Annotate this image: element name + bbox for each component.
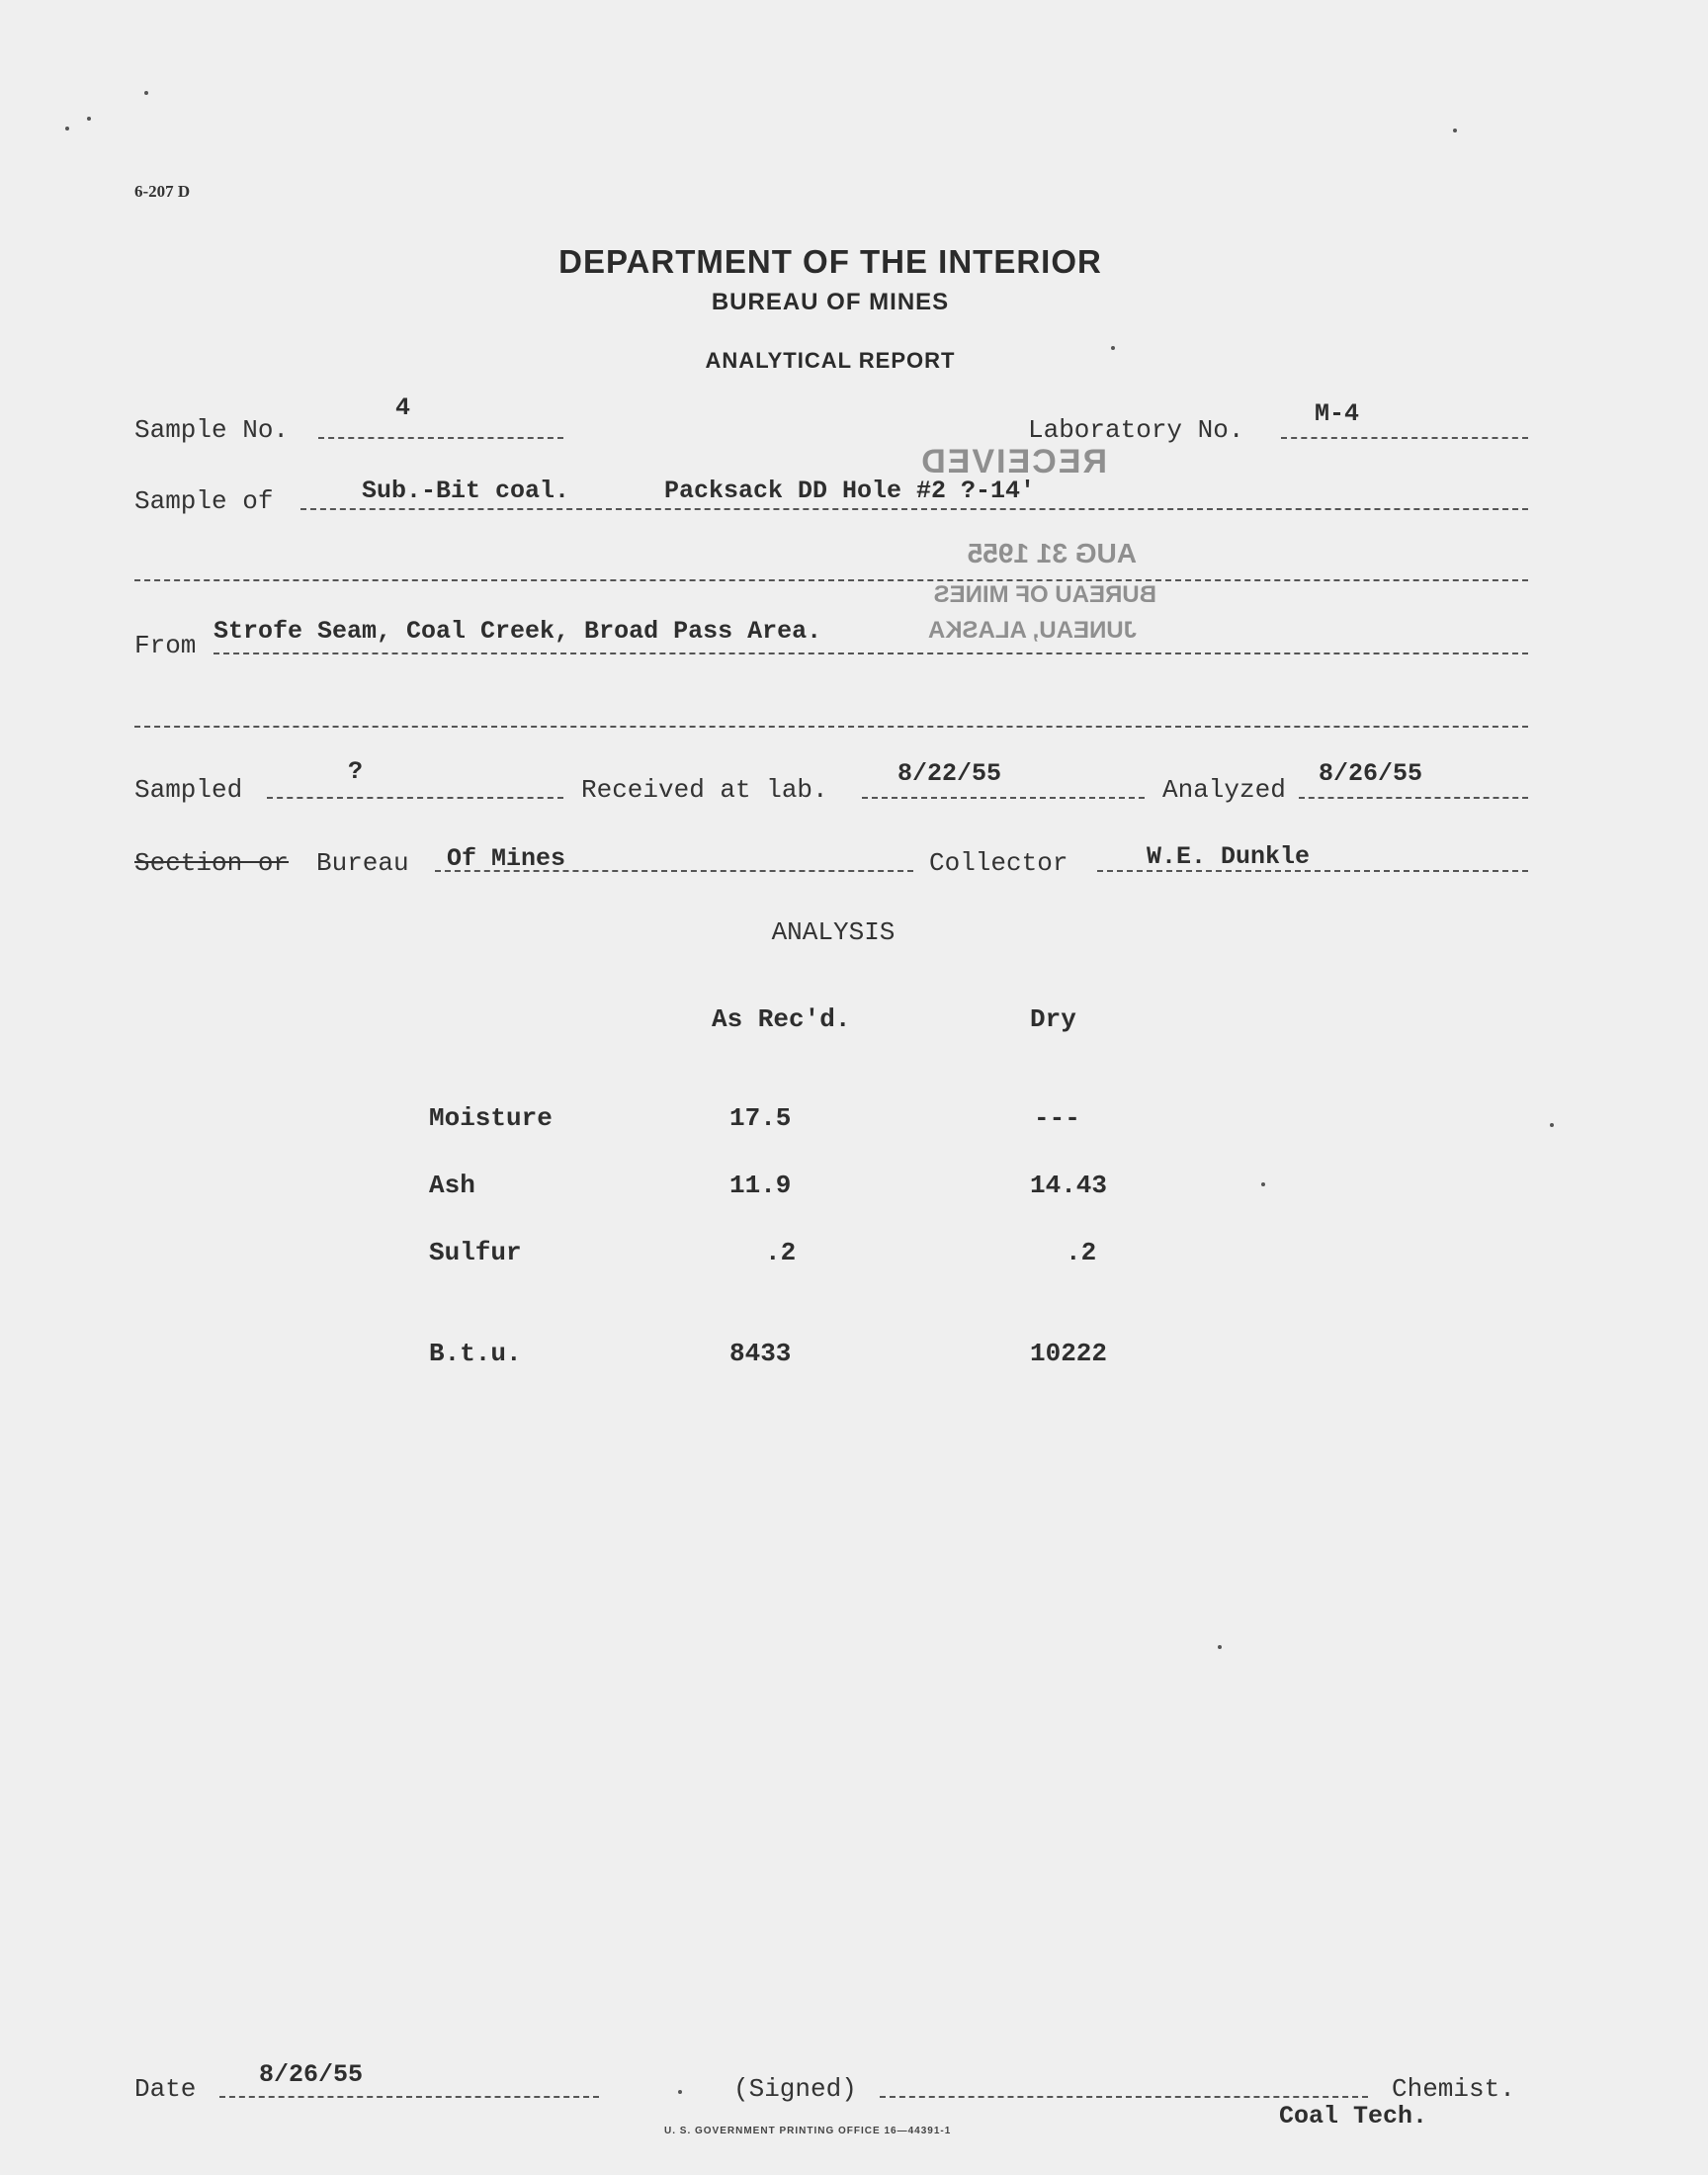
chemist-label: Chemist. (1392, 2074, 1515, 2104)
report-title: ANALYTICAL REPORT (705, 348, 956, 373)
date-line (219, 2096, 599, 2098)
sample-of-type: Sub.-Bit coal. (362, 477, 570, 505)
cell-btu-as-recd: 8433 (729, 1339, 792, 1368)
cell-moisture-as-recd: 17.5 (729, 1103, 792, 1133)
cell-ash-dry: 14.43 (1030, 1171, 1108, 1200)
lab-no-line (1281, 437, 1528, 439)
stamp-line-4: JUNEAU, ALASKA (927, 617, 1137, 644)
sample-no-line (318, 437, 563, 439)
from-label: From (134, 631, 197, 660)
scan-speck (144, 91, 148, 95)
scan-speck (678, 2090, 682, 2094)
cell-ash-as-recd: 11.9 (729, 1171, 792, 1200)
date-label: Date (134, 2074, 197, 2104)
analyzed-label: Analyzed (1162, 775, 1286, 805)
cell-sulfur-dry: .2 (1066, 1238, 1097, 1267)
signed-label: (Signed) (733, 2074, 857, 2104)
received-label: Received at lab. (581, 775, 828, 805)
scan-speck (1218, 1645, 1222, 1649)
printing-office-note: U. S. GOVERNMENT PRINTING OFFICE 16—44391-1 (664, 2126, 952, 2136)
analyzed-value: 8/26/55 (1319, 759, 1423, 788)
cell-btu-dry: 10222 (1030, 1339, 1108, 1368)
received-line (862, 797, 1145, 799)
sampled-label: Sampled (134, 775, 243, 805)
row-label-ash: Ash (429, 1171, 475, 1200)
sampled-value: ? (348, 757, 364, 786)
form-number: 6-207 D (134, 182, 191, 201)
lab-no-value: M-4 (1315, 399, 1360, 428)
stamp-line-3: BUREAU OF MINES (933, 581, 1156, 608)
collector-label: Collector (929, 848, 1068, 878)
bureau-heading: BUREAU OF MINES (711, 289, 950, 315)
section-label: Section or (134, 848, 290, 878)
scan-speck (87, 117, 91, 121)
scan-speck (65, 127, 69, 130)
blank-line-2 (134, 726, 1528, 728)
scan-speck (1453, 129, 1457, 132)
stamp-line-2: AUG 31 1955 (967, 538, 1137, 568)
collector-value: W.E. Dunkle (1147, 842, 1311, 871)
scan-speck (1550, 1123, 1554, 1127)
column-header-as-recd: As Rec'd. (712, 1004, 851, 1034)
analyzed-line (1299, 797, 1528, 799)
cell-sulfur-as-recd: .2 (765, 1238, 797, 1267)
signature-line (880, 2096, 1368, 2098)
row-label-moisture: Moisture (429, 1103, 553, 1133)
stamp-line-1: RECEIVED (919, 443, 1107, 480)
bureau-label: Bureau (316, 848, 409, 878)
title-value: Coal Tech. (1279, 2102, 1428, 2131)
sample-no-label: Sample No. (134, 415, 290, 445)
scan-speck (1111, 346, 1115, 350)
analysis-title: ANALYSIS (771, 917, 896, 947)
row-label-sulfur: Sulfur (429, 1238, 522, 1267)
sample-of-label: Sample of (134, 486, 274, 516)
sample-no-value: 4 (395, 393, 411, 422)
scan-speck (1261, 1182, 1265, 1186)
row-label-btu: B.t.u. (429, 1339, 522, 1368)
sample-of-detail: Packsack DD Hole #2 ?-14' (664, 477, 1036, 505)
cell-moisture-dry: --- (1034, 1103, 1080, 1133)
date-value: 8/26/55 (259, 2060, 364, 2089)
department-heading: DEPARTMENT OF THE INTERIOR (558, 243, 1102, 280)
column-header-dry: Dry (1030, 1004, 1076, 1034)
received-value: 8/22/55 (897, 759, 1002, 788)
received-stamp (830, 443, 1166, 670)
bureau-value: Of Mines (447, 844, 566, 873)
from-value: Strofe Seam, Coal Creek, Broad Pass Area. (214, 617, 822, 646)
sampled-line (267, 797, 563, 799)
lab-no-label: Laboratory No. (1028, 415, 1244, 445)
